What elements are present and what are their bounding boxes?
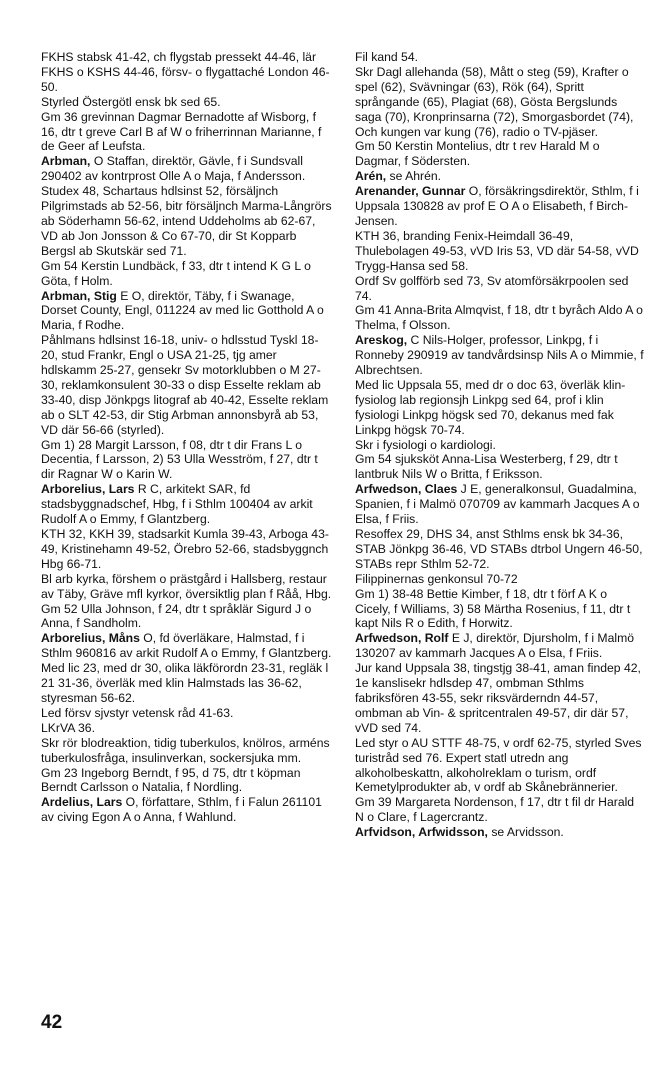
entry-text: O, försäkringsdirektör, Sthlm, f i Uppsala 130828 av prof E O A o Elisabeth, f Birch-Jensen. [355,184,639,228]
entry-text: Med lic Uppsala 55, med dr o doc 63, överläk klin-fysiolog lab regionsjh Linkpg sed 64, prof i klin fysiologi Linkpg högsk sed 70, dekanus med fak Linkpg högsk 70-74. [355,377,626,437]
entry-paragraph [41,527,333,572]
entry-name: Arfvidson, Arfwidsson, [355,825,488,840]
entry-text: Gm 1) 38-48 Bettie Kimber, f 18, dtr t förf A K o Cicely, f Williams, 3) 58 Märtha Rosenius, f 11, dtr t kapt Nils R o Edith, f Horwitz. [355,586,631,631]
entry-paragraph [41,706,333,721]
entry-text: Styrled Östergötl ensk bk sed 65. [41,94,221,109]
entry-heading-paragraph [355,631,645,661]
entry-text: se Arvidsson. [487,825,564,840]
entry-paragraph [355,587,645,632]
entry-text: Gm 41 Anna-Brita Almqvist, f 18, dtr t byråch Aldo A o Thelma, f Olsson. [355,303,643,333]
entry-text: Gm 1) 28 Margit Larsson, f 08, dtr t dir Frans L o Decentia, f Larsson, 2) 53 Ulla Wesström, f 27, dtr t dir Ragnar W o Karin W. [41,437,318,482]
entry-paragraph [355,229,645,274]
entry-paragraph [41,721,333,736]
entry-paragraph [355,452,645,482]
entry-paragraph [41,259,333,289]
entry-paragraph [355,65,645,140]
entry-text: Gm 36 grevinnan Dagmar Bernadotte af Wisborg, f 16, dtr t greve Carl B af W o friherrinnan Marianne, f de Geer af Leufsta. [41,109,322,154]
entry-name: Arén, [355,169,387,184]
entry-text: Led försv sjvstyr vetensk råd 41-63. [41,705,234,720]
entry-text: Resoffex 29, DHS 34, anst Sthlms ensk bk 34-36, STAB Jönkpg 36-46, VD STABs dtrbol Ungern 46-50, STABs repr Sthlm 52-72. [355,527,643,571]
entry-paragraph [41,333,333,437]
entry-name: Arfwedson, Claes [355,482,458,497]
entry-paragraph [41,766,333,796]
entry-paragraph [355,661,645,736]
entry-text: LKrVA 36. [41,720,95,735]
entry-paragraph [41,110,333,155]
entry-text: Med lic 23, med dr 30, olika läkförordn 23-31, regläk l 21 31-36, överläk med klin Halmstads las 36-62, styresman 56-62. [41,661,329,705]
entry-paragraph [41,184,333,259]
entry-text: Gm 39 Margareta Nordenson, f 17, dtr t fil dr Harald N o Clare, f Lagercrantz. [355,795,635,825]
entry-text: Gm 52 Ulla Johnson, f 24, dtr t språklär Sigurd J o Anna, f Sandholm. [41,601,312,631]
entry-paragraph [355,50,645,65]
entry-text: Gm 50 Kerstin Montelius, dtr t rev Harald M o Dagmar, f Södersten. [355,139,600,169]
entry-name: Areskog, [355,333,408,348]
entry-name: Arborelius, Måns [41,631,140,646]
entry-text: O, fd överläkare, Halmstad, f i Sthlm 960816 av arkit Rudolf A o Emmy, f Glantzberg. [41,631,332,661]
entry-text: C Nils-Holger, professor, Linkpg, f i Ronneby 290919 av tandvårdsinsp Nils A o Mimmie, f Albrechtsen. [355,333,644,378]
entry-paragraph [41,736,333,766]
entry-text: Ordf Sv golfförb sed 73, Sv atomförsäkrpoolen sed 74. [355,273,629,303]
right-column [355,50,645,840]
entry-name: Arborelius, Lars [41,482,135,497]
left-column [41,50,333,825]
entry-text: E O, direktör, Täby, f i Swanage, Dorset County, Engl, 011224 av med lic Gotthold A o Maria, f Rodhe. [41,288,324,333]
entry-text: KTH 36, branding Fenix-Heimdall 36-49, Thulebolagen 49-53, vVD Iris 53, VD där 54-58, vVD Trygg-Hansa sed 58. [355,228,639,273]
entry-text: Gm 54 Kerstin Lundbäck, f 33, dtr t intend K G L o Göta, f Holm. [41,258,311,288]
entry-paragraph [41,95,333,110]
entry-paragraph [355,139,645,169]
entry-paragraph [355,303,645,333]
entry-paragraph [355,736,645,796]
entry-heading-paragraph [355,333,645,378]
entry-paragraph [355,795,645,825]
entry-heading-paragraph [355,184,645,229]
entry-name: Arfwedson, Rolf [355,631,449,646]
entry-text: Bl arb kyrka, förshem o prästgård i Hallsberg, restaur av Täby, Gräve mfl kyrkor, översiktlig plan f Råå, Hbg. [41,571,332,601]
entry-text: Studex 48, Schartaus hdlsinst 52, försäljnch Pilgrimstads ab 52-56, bitr försäljnch Marma-Långrörs ab Söderhamn 56-62, intend Uddeholms ab 62-67, VD ab Jon Jonsson & Co 67-70, dir St Kopparb Bergsl ab Skutskär sed 71. [41,184,332,258]
entry-name: Arbman, Stig [41,288,117,303]
entry-text: E J, direktör, Djursholm, f i Malmö 130207 av kammarh Jacques A o Elsa, f Friis. [355,631,635,661]
entry-text: R C, arkitekt SAR, fd stadsbyggnadschef, Hbg, f i Sthlm 100404 av arkit Rudolf A o Emmy, f Glantzberg. [41,482,313,527]
entry-heading-paragraph [41,154,333,184]
entry-paragraph [41,50,333,95]
entry-heading-paragraph [355,482,645,527]
entry-text: Filippinernas genkonsul 70-72 [355,571,518,586]
page-number: 42 [41,1012,63,1033]
entry-text: Fil kand 54. [355,50,419,64]
entry-text: O, författare, Sthlm, f i Falun 261101 av civing Egon A o Anna, f Wahlund. [41,795,322,825]
entry-text: se Ahrén. [386,169,442,184]
entry-paragraph [355,378,645,438]
entry-name: Arbman, [41,154,91,169]
entry-heading-paragraph [355,825,645,840]
entry-paragraph [355,274,645,304]
entry-paragraph [41,602,333,632]
entry-text: Påhlmans hdlsinst 16-18, univ- o hdlsstud Tyskl 18-20, stud Frankr, Engl o USA 21-25, tjg amer hdlskamm 25-27, gensekr Sv motorklubben o M 27-30, reklamkonsulent 30-33 o disp Esselte reklam ab 33-40, disp Jönkpgs litograf ab 40-42, Esselte reklam ab o SLT 42-53, dir Stig Arbman annonsbyrå ab 53, VD där 56-66 (styrled). [41,333,329,437]
entry-text: J E, generalkonsul, Guadalmina, Spanien, f i Malmö 070709 av kammarh Jacques A o Elsa, f Friis. [355,482,640,527]
entry-paragraph [355,527,645,572]
entry-text: Skr i fysiologi o kardiologi. [355,437,496,452]
entry-paragraph [41,438,333,483]
entry-text: Skr Dagl allehanda (58), Mått o steg (59), Krafter o spel (62), Svävningar (63), Rök (64), Spritt språngande (65), Plagiat (68), Gösta Bergslunds saga (70), Kronprinsarna (72), Smorgasbordet (74), Och kungen var kung (76), radio o TV-pjäser. [355,64,634,139]
entry-name: Arenander, Gunnar [355,184,466,199]
entry-paragraph [355,438,645,453]
entry-paragraph [41,661,333,706]
entry-name: Ardelius, Lars [41,795,123,810]
entry-heading-paragraph [355,169,645,184]
entry-paragraph [355,572,645,587]
entry-text: Jur kand Uppsala 38, tingstjg 38-41, aman findep 42, 1e kanslisekr hdlsdep 47, ombman Sthlms fabriksfören 43-55, sekr riksvärderndn 44-57, ombman ab Vin- & spritcentralen 49-57, dir där 57, vVD sed 74. [355,661,641,735]
entry-text: Led styr o AU STTF 48-75, v ordf 62-75, styrled Sves turistråd sed 76. Expert statl utredn ang alkoholbeskattn, alkoholreklam o turism, ordf Kemetylprodukter ab, v ordf ab Skånebrännerier. [355,735,642,795]
entry-text: FKHS stabsk 41-42, ch flygstab pressekt 44-46, lär FKHS o KSHS 44-46, försv- o flygattaché London 46-50. [41,50,330,94]
entry-heading-paragraph [41,482,333,527]
entry-heading-paragraph [41,795,333,825]
entry-paragraph [41,572,333,602]
entry-heading-paragraph [41,289,333,334]
entry-heading-paragraph [41,631,333,661]
entry-text: Gm 23 Ingeborg Berndt, f 95, d 75, dtr t köpman Berndt Carlsson o Natalia, f Nordling. [41,765,301,795]
entry-text: KTH 32, KKH 39, stadsarkit Kumla 39-43, Arboga 43-49, Kristinehamn 49-52, Örebro 52-66, stadsbyggnch Hbg 66-71. [41,527,329,571]
entry-text: O Staffan, direktör, Gävle, f i Sundsvall 290402 av kontrprost Olle A o Maja, f Andersson. [41,154,306,184]
entry-text: Skr rör blodreaktion, tidig tuberkulos, knölros, arméns tuberkulosfråga, insulinverkan, sockersjuka mm. [41,735,330,765]
entry-text: Gm 54 sjuksköt Anna-Lisa Westerberg, f 29, dtr t lantbruk Nils W o Britta, f Eriksson. [355,452,618,482]
